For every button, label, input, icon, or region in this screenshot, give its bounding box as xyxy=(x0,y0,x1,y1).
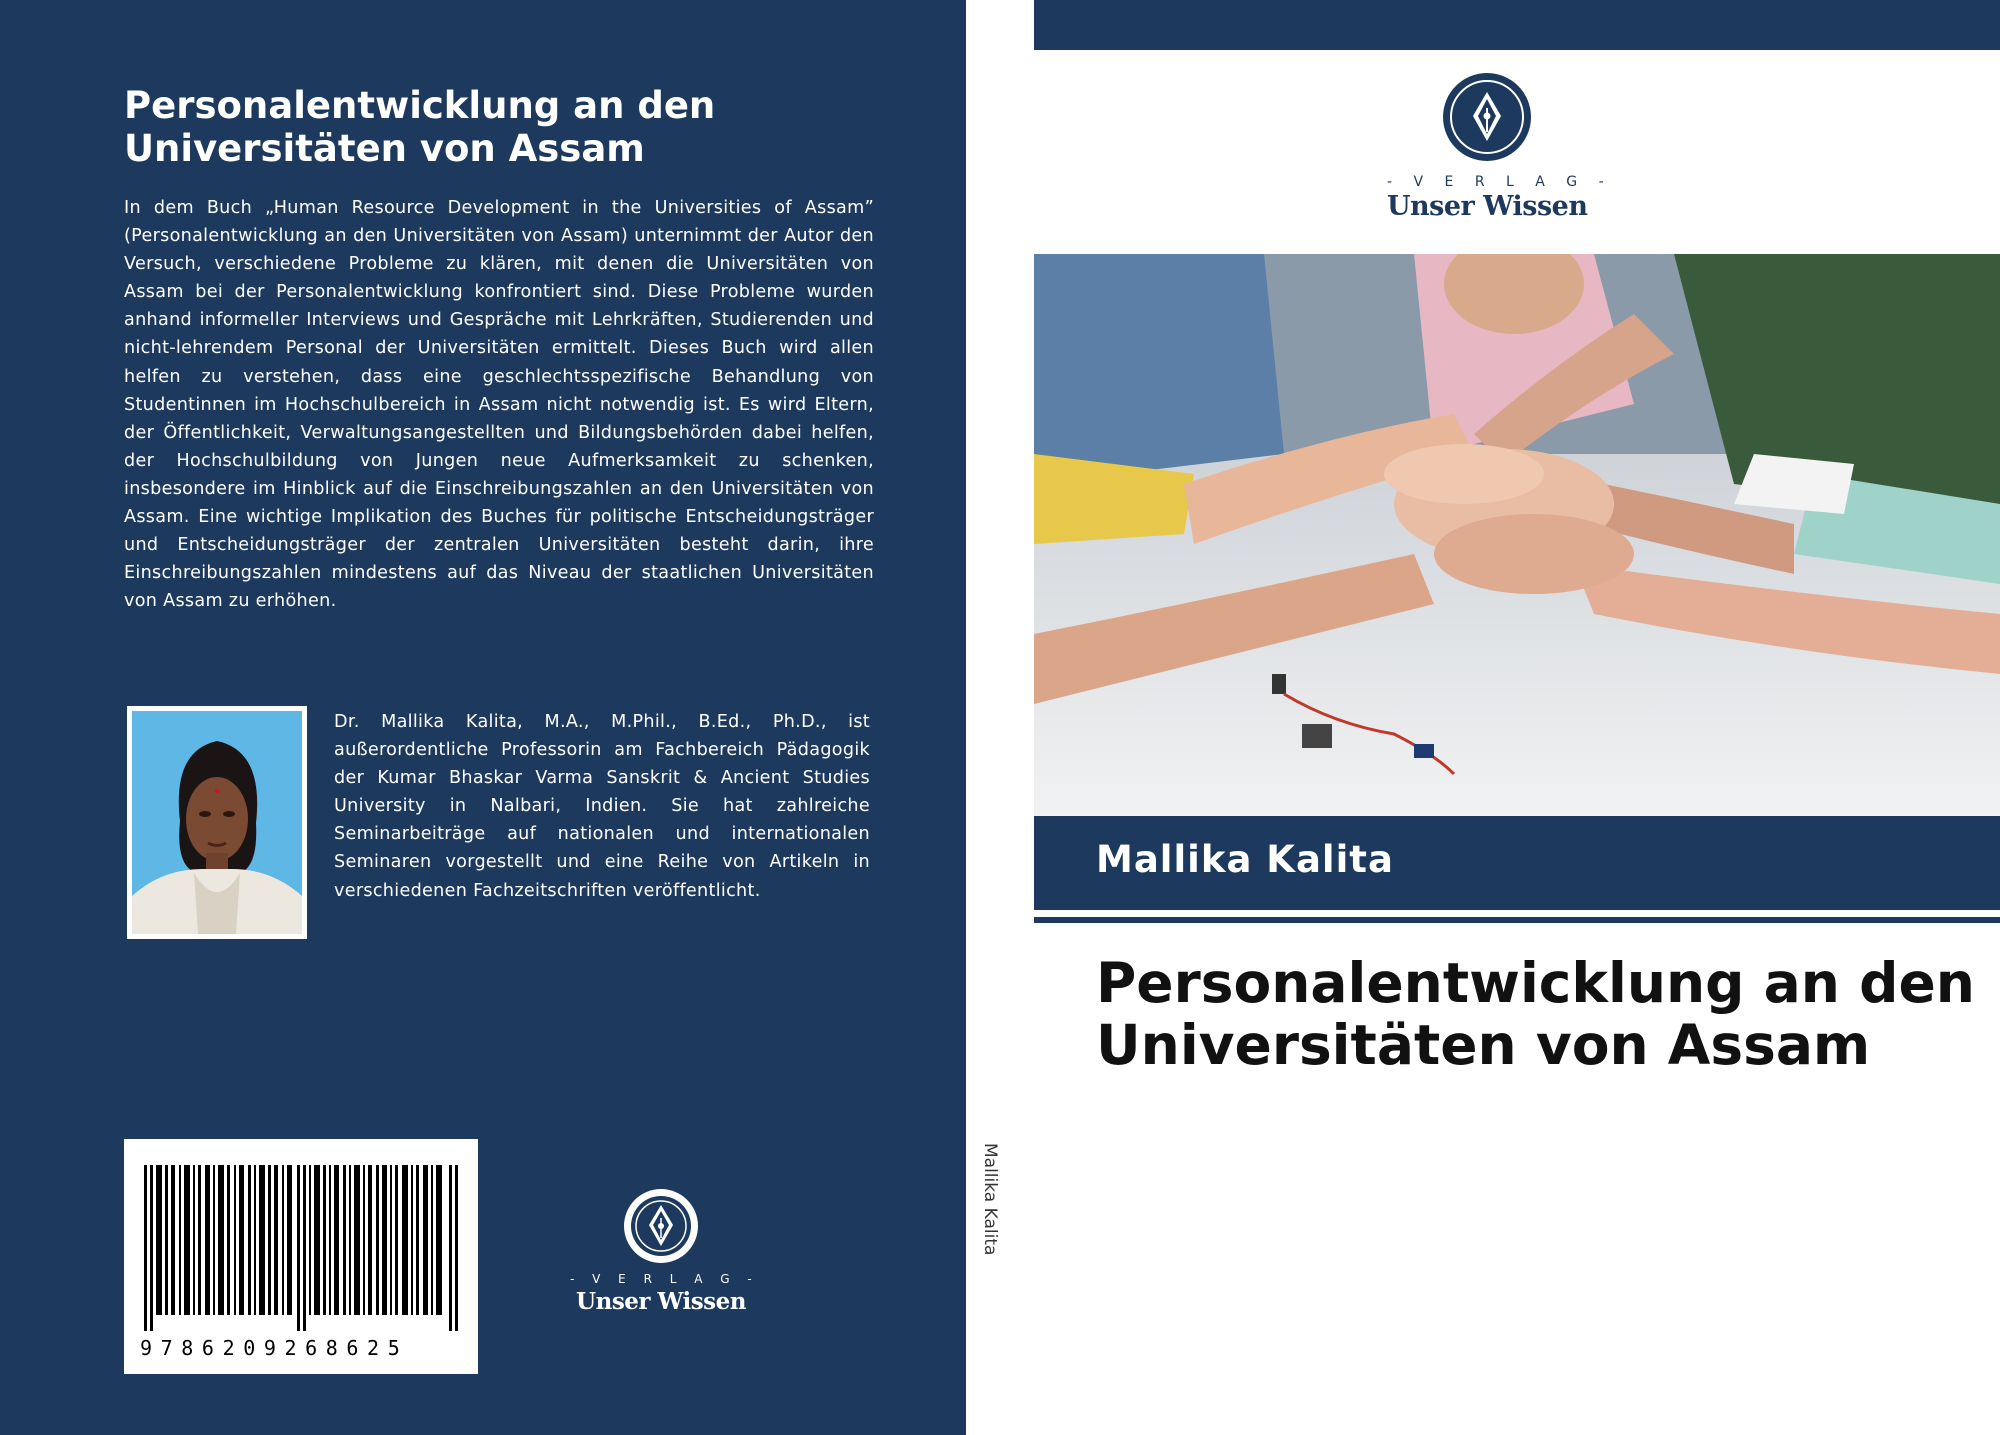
back-cover-title: Personalentwicklung an den Universitäten von Assam xyxy=(124,84,716,170)
fountain-pen-icon xyxy=(1442,72,1532,162)
spine xyxy=(966,0,1034,1435)
barcode-number: 9786209268625 xyxy=(140,1336,409,1360)
barcode-bars xyxy=(144,1165,458,1331)
author-photo xyxy=(127,706,307,939)
front-author-name: Mallika Kalita xyxy=(1096,838,1394,881)
front-cover-title: Personalentwicklung an den Universitäten von Assam xyxy=(1096,951,1975,1077)
fountain-pen-icon xyxy=(623,1188,699,1264)
front-top-bar xyxy=(1034,0,2000,50)
spine-author: Mallika Kalita xyxy=(980,1143,1000,1256)
isbn-barcode xyxy=(124,1139,478,1374)
front-publisher-logo xyxy=(1387,72,1613,222)
back-cover-blurb: In dem Buch „Human Resource Development in the Universities of Assam” (Personalentwicklung an den Universitäten von Assam) unternimmt der Autor den Versuch, verschiedene Probleme zu klären, mit denen die Universitäten von Assam bei der Personalentwicklung konfrontiert sind. Diese Probleme wurden anhand informeller Interviews und Gespräche mit Lehrkräften, Studierenden und nicht-lehrendem Personal der Universitäten ermittelt. Dieses Buch wird allen helfen zu verstehen, dass eine geschlechtsspezifische Behandlung von Studentinnen im Hochschulbereich in Assam nicht notwendig ist. Es wird Eltern, der Öffentlichkeit, Verwaltungsangestellten und Bildungsbehörden dabei helfen, der Hochschulbildung von Jungen neue Aufmerksamkeit zu schenken, insbesondere im Hinblick auf die Einschreibungszahlen an den Universitäten von Assam. Eine wichtige Implikation des Buches für politische Entscheidungsträger und Entscheidungsträger der zentralen Universitäten besteht darin, ihre Einschreibungszahlen mindestens auf das Niveau der staatlichen Universitäten von Assam zu erhöhen. xyxy=(124,198,874,612)
back-publisher-logo xyxy=(570,1188,759,1318)
front-author-band xyxy=(1034,816,2000,910)
author-bio: Dr. Mallika Kalita, M.A., M.Phil., B.Ed., Ph.D., ist außerordentliche Professorin am Fachbereich Pädagogik der Kumar Bhaskar Varma Sanskrit & Ancient Studies University in Nalbari, Indien. Sie hat zahlreiche Seminarbeiträge auf nationalen und internationalen Seminaren vorgestellt und eine Reihe von Artikeln in verschiedenen Fachzeitschriften veröffentlicht. xyxy=(334,712,870,901)
cover-photo-hands-together xyxy=(1034,254,2000,816)
hands-together-image xyxy=(1034,254,2000,816)
front-publisher-name: Unser Wissen xyxy=(1387,191,1588,222)
back-cover xyxy=(0,0,966,1435)
author-portrait-image xyxy=(132,711,302,934)
back-publisher-verlag: - V E R L A G - xyxy=(570,1272,759,1286)
back-publisher-name: Unser Wissen xyxy=(576,1288,746,1315)
front-cover xyxy=(1034,0,2000,1435)
front-publisher-verlag: - V E R L A G - xyxy=(1387,174,1613,190)
front-divider-rule xyxy=(1034,917,2000,923)
